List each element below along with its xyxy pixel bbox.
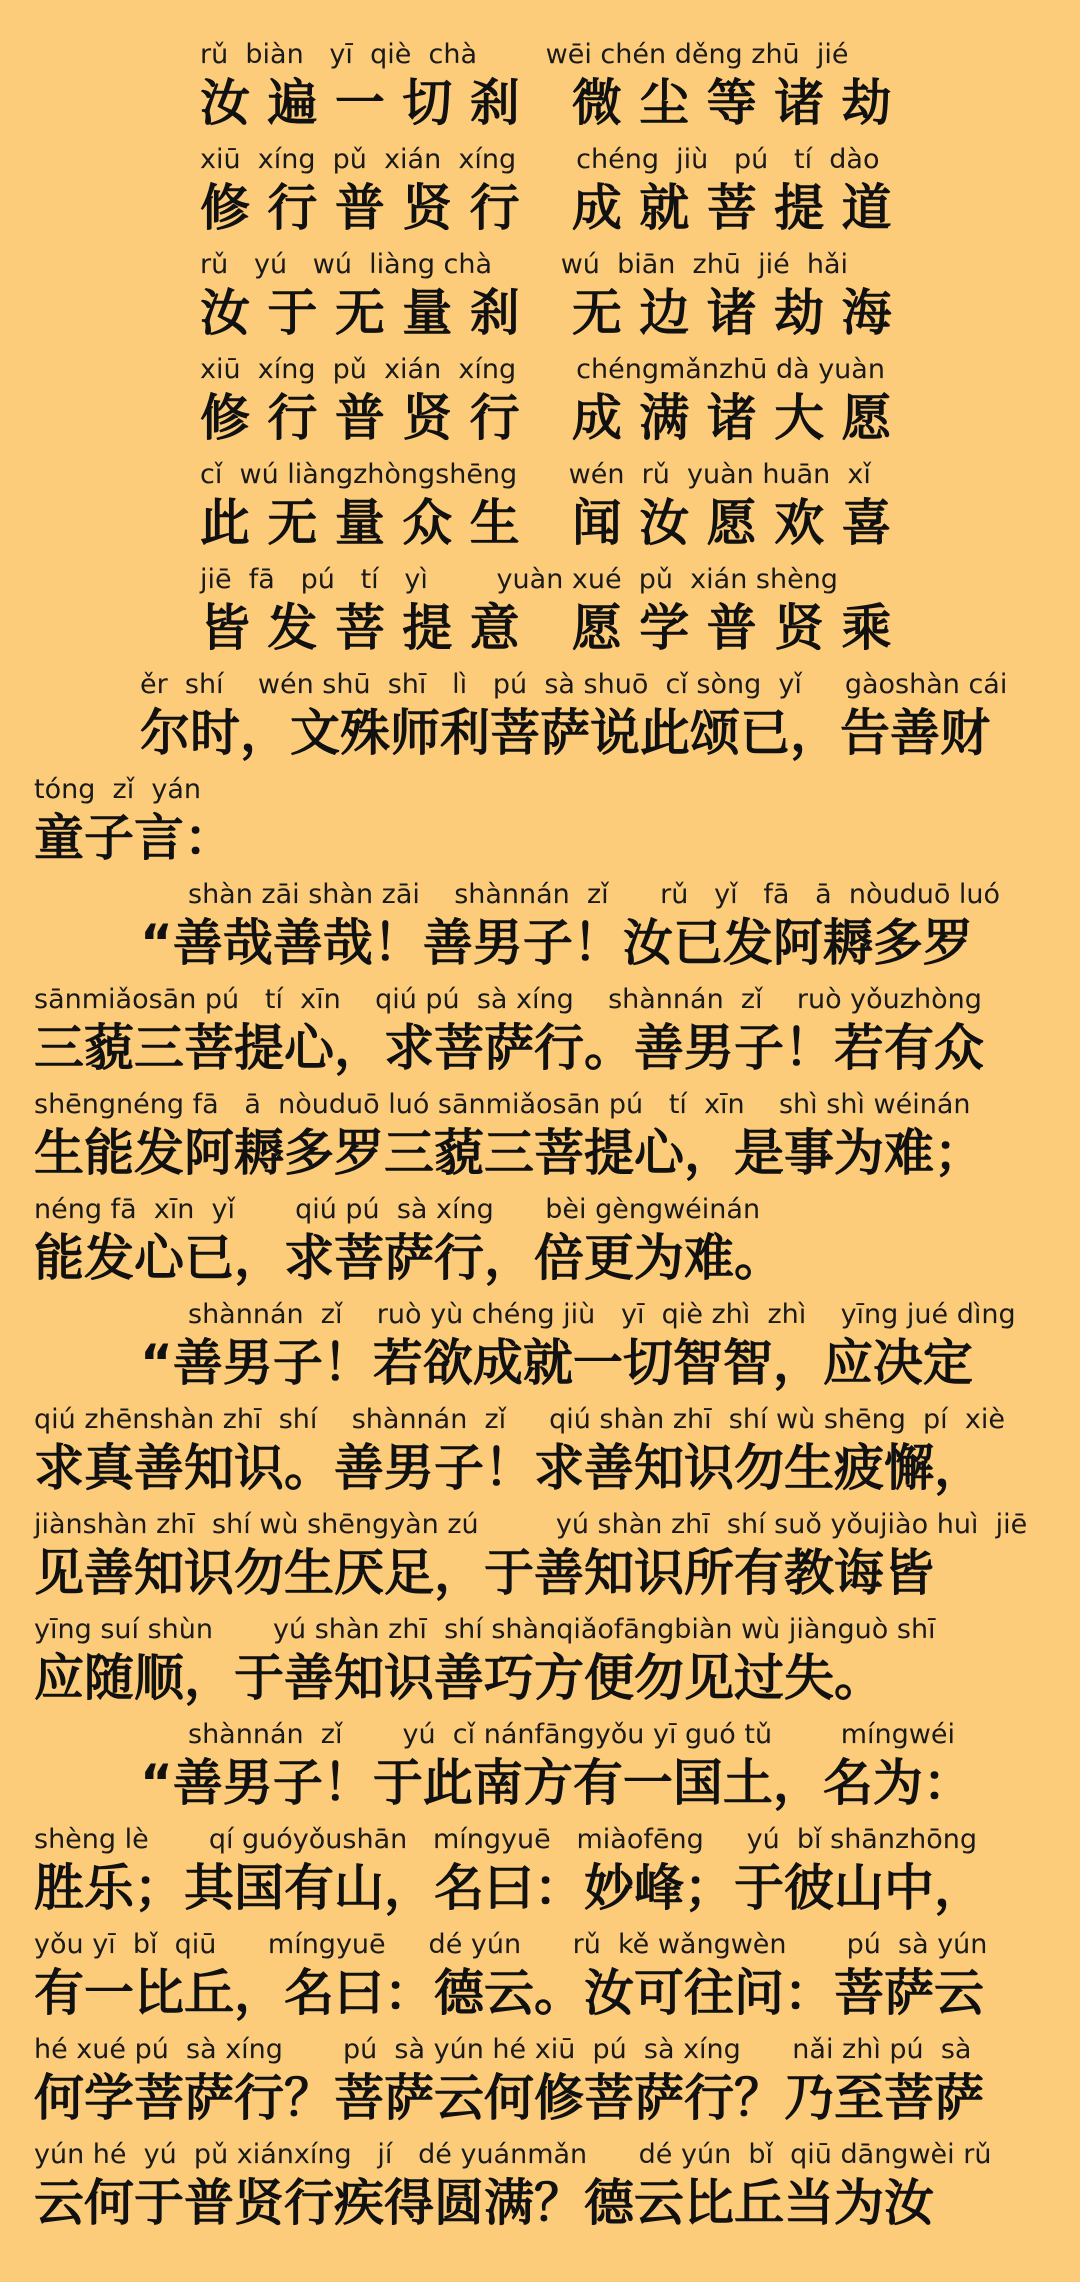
prose-line — [0, 666, 1080, 771]
prose-line — [0, 1191, 1080, 1296]
prose-line — [0, 1611, 1080, 1716]
pinyin-annotation: rǔ yú wú liàng chà wú biān zhū jié hǎi — [200, 249, 849, 280]
pinyin-annotation: tóng zǐ yán — [34, 774, 201, 805]
prose-line — [0, 1506, 1080, 1611]
chinese-text: 有一比丘，名曰：德云。汝可往问：菩萨云 — [34, 1964, 984, 2022]
pinyin-annotation: shēngnéng fā ā nòuduō luó sānmiǎosān pú tí xīn shì shì wéinán — [34, 1089, 971, 1120]
pinyin-annotation: ěr shí wén shū shī lì pú sà shuō cǐ sòng yǐ gàoshàn cái — [140, 669, 1008, 700]
prose-line — [0, 1401, 1080, 1506]
pinyin-annotation: yǒu yī bǐ qiū míngyuē dé yún rǔ kě wǎngwèn pú sà yún — [34, 1929, 988, 1960]
pinyin-annotation: yún hé yú pǔ xiánxíng jí dé yuánmǎn dé yún bǐ qiū dāngwèi rǔ — [34, 2139, 992, 2170]
prose-line — [0, 771, 1080, 876]
chinese-text: 修 行 普 贤 行 成 满 诸 大 愿 — [200, 389, 892, 447]
chinese-text: “善男子！于此南方有一国土，名为： — [140, 1754, 973, 1812]
verse-line — [0, 561, 1080, 666]
pinyin-annotation: néng fā xīn yǐ qiú pú sà xíng bèi gèngwéinán — [34, 1194, 761, 1225]
chinese-text: 能发心已，求菩萨行，倍更为难。 — [34, 1229, 784, 1287]
chinese-text: 云何于普贤行疾得圆满？德云比丘当为汝 — [34, 2174, 934, 2232]
verse-line — [0, 141, 1080, 246]
chinese-text: 修 行 普 贤 行 成 就 菩 提 道 — [200, 179, 892, 237]
verse-line — [0, 456, 1080, 561]
chinese-text: 皆 发 菩 提 意 愿 学 普 贤 乘 — [200, 599, 892, 657]
prose-line — [0, 1926, 1080, 2031]
chinese-text: “善哉善哉！善男子！汝已发阿耨多罗 — [140, 914, 973, 972]
pinyin-annotation: jiē fā pú tí yì yuàn xué pǔ xián shèng — [200, 564, 838, 595]
chinese-text: 汝 遍 一 切 刹 微 尘 等 诸 劫 — [200, 74, 892, 132]
pinyin-annotation: yīng suí shùn yú shàn zhī shí shànqiǎofāngbiàn wù jiànguò shī — [34, 1614, 936, 1645]
prose-line — [0, 1821, 1080, 1926]
verse-line — [0, 36, 1080, 141]
chinese-text: 应随顺，于善知识善巧方便勿见过失。 — [34, 1649, 884, 1707]
chinese-text: 胜乐；其国有山，名曰：妙峰；于彼山中， — [34, 1859, 984, 1917]
chinese-text: 此 无 量 众 生 闻 汝 愿 欢 喜 — [200, 494, 892, 552]
chinese-text: 见善知识勿生厌足，于善知识所有教诲皆 — [34, 1544, 934, 1602]
pinyin-annotation: xiū xíng pǔ xián xíng chéng jiù pú tí dào — [200, 144, 880, 175]
pinyin-annotation: shèng lè qí guóyǒushān míngyuē miàofēng yú bǐ shānzhōng — [34, 1824, 978, 1855]
pinyin-annotation: shànnán zǐ yú cǐ nánfāngyǒu yī guó tǔ míngwéi — [188, 1719, 955, 1750]
verse-line — [0, 351, 1080, 456]
prose-line — [0, 2031, 1080, 2136]
prose-line — [0, 1086, 1080, 1191]
prose-line — [0, 1296, 1080, 1401]
chinese-text: 汝 于 无 量 刹 无 边 诸 劫 海 — [200, 284, 892, 342]
pinyin-annotation: sānmiǎosān pú tí xīn qiú pú sà xíng shànnán zǐ ruò yǒuzhòng — [34, 984, 982, 1015]
pinyin-annotation: rǔ biàn yī qiè chà wēi chén děng zhū jié — [200, 39, 849, 70]
chinese-text: 三藐三菩提心，求菩萨行。善男子！若有众 — [34, 1019, 984, 1077]
chinese-text: 何学菩萨行？菩萨云何修菩萨行？乃至菩萨 — [34, 2069, 984, 2127]
prose-line — [0, 1716, 1080, 1821]
pinyin-annotation: jiànshàn zhī shí wù shēngyàn zú yú shàn zhī shí suǒ yǒujiào huì jiē — [34, 1509, 1028, 1540]
pinyin-annotation: shàn zāi shàn zāi shànnán zǐ rǔ yǐ fā ā nòuduō luó — [188, 879, 1001, 910]
chinese-text: 尔时，文殊师利菩萨说此颂已，告善财 — [140, 704, 990, 762]
pinyin-annotation: cǐ wú liàngzhòngshēng wén rǔ yuàn huān xǐ — [200, 459, 871, 490]
prose-line — [0, 981, 1080, 1086]
pinyin-annotation: shànnán zǐ ruò yù chéng jiù yī qiè zhì zhì yīng jué dìng — [188, 1299, 1016, 1330]
prose-line — [0, 2136, 1080, 2241]
verse-line — [0, 246, 1080, 351]
chinese-text: 求真善知识。善男子！求善知识勿生疲懈， — [34, 1439, 984, 1497]
chinese-text: 生能发阿耨多罗三藐三菩提心，是事为难； — [34, 1124, 984, 1182]
chinese-text: “善男子！若欲成就一切智智，应决定 — [140, 1334, 973, 1392]
chinese-text: 童子言： — [34, 809, 234, 867]
prose-line — [0, 876, 1080, 981]
pinyin-annotation: qiú zhēnshàn zhī shí shànnán zǐ qiú shàn zhī shí wù shēng pí xiè — [34, 1404, 1005, 1435]
pinyin-annotation: xiū xíng pǔ xián xíng chéngmǎnzhū dà yuàn — [200, 354, 885, 385]
pinyin-annotation: hé xué pú sà xíng pú sà yún hé xiū pú sà xíng nǎi zhì pú sà — [34, 2034, 972, 2065]
